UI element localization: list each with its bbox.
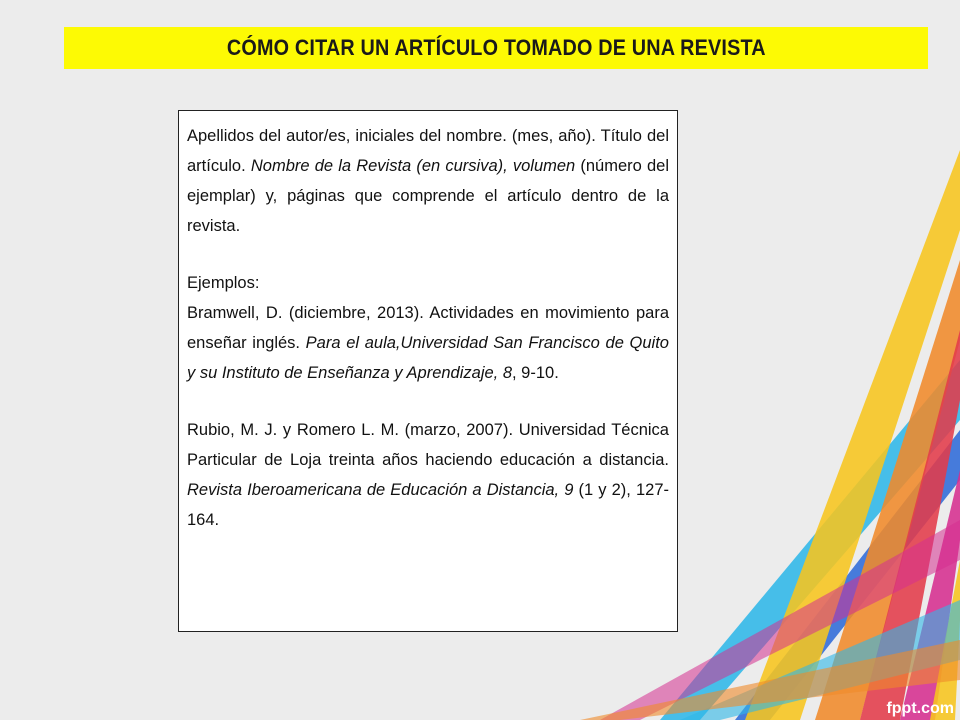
- example-2-text: Rubio, M. J. y Romero L. M. (marzo, 2007). Universidad Técnica Particular de Loja treinta años haciendo educación a distancia.: [187, 421, 669, 469]
- example-1-text: Bramwell, D. (diciembre, 2013). Actividades en movimiento para enseñar inglés.: [187, 304, 669, 352]
- format-text-1: Apellidos del autor/es, iniciales del nombre. (mes, año). Título del artículo.: [187, 127, 669, 175]
- example-2-tail: (1 y 2), 127-164.: [187, 481, 669, 529]
- example-2-italic: Revista Iberoamericana de Educación a Distancia, 9: [187, 481, 574, 499]
- example-1-tail: , 9-10.: [512, 364, 559, 382]
- slide-title: CÓMO CITAR UN ARTÍCULO TOMADO DE UNA REVISTA: [226, 35, 766, 60]
- example-2: [187, 415, 669, 535]
- example-1-italic: Para el aula,Universidad San Francisco de Quito y su Instituto de Enseñanza y Aprendizaje, 8: [187, 334, 669, 382]
- title-bar: [64, 27, 928, 69]
- brand-logo-text: fppt.com: [886, 700, 954, 717]
- citation-format: [187, 121, 669, 241]
- citation-box: [178, 110, 678, 632]
- example-1: [187, 298, 669, 388]
- format-italic: Nombre de la Revista (en cursiva), volumen: [250, 157, 576, 175]
- format-text-2: (número del ejemplar) y, páginas que comprende el artículo dentro de la revista.: [187, 157, 669, 235]
- examples-label: Ejemplos:: [187, 274, 260, 292]
